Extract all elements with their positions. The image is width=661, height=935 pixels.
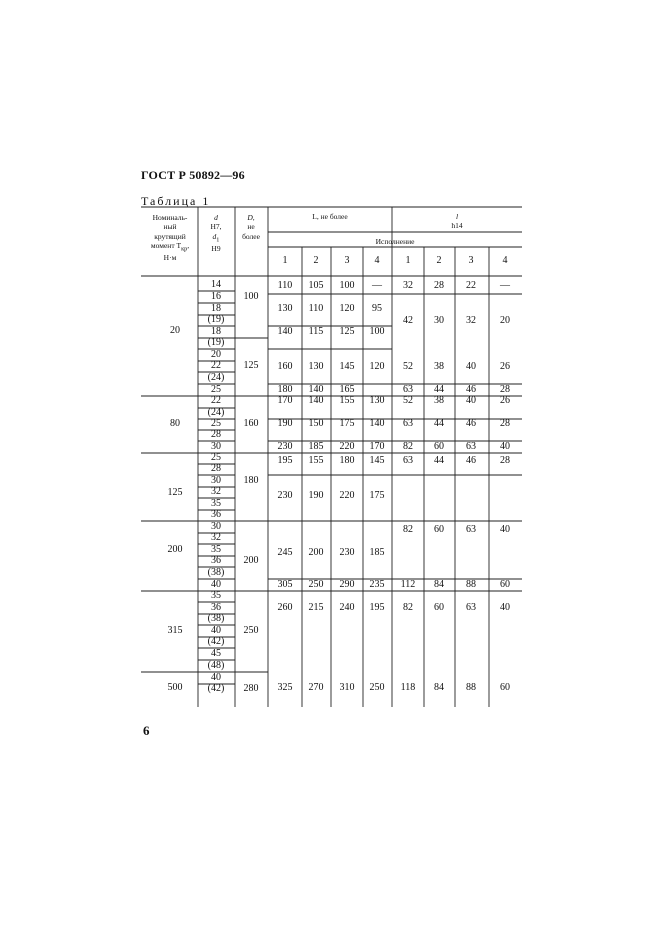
d-value: 30 <box>211 475 221 486</box>
l-value: 44 <box>434 418 444 429</box>
L-value: 170 <box>277 395 293 406</box>
d-value: 30 <box>211 441 221 452</box>
L-value: 190 <box>308 490 324 501</box>
d-value: 25 <box>211 418 221 429</box>
d-value: 40 <box>211 625 221 636</box>
l-value: 44 <box>434 384 444 395</box>
execution-number: 2 <box>313 255 319 266</box>
d-value: 32 <box>211 486 221 497</box>
d-value: 45 <box>211 648 221 659</box>
d-value: 16 <box>211 291 221 302</box>
l-value: 26 <box>500 395 510 406</box>
L-value: 140 <box>277 326 293 337</box>
L-value: 165 <box>339 384 355 395</box>
d-value: 20 <box>211 349 221 360</box>
L-value: 190 <box>277 418 293 429</box>
l-value: 28 <box>434 280 444 291</box>
L-value: 130 <box>308 361 324 372</box>
execution-number: 4 <box>374 255 380 266</box>
d-value: 18 <box>211 326 221 337</box>
d-value: 28 <box>211 429 221 440</box>
L-value: 200 <box>308 547 324 558</box>
L-value: 220 <box>339 441 355 452</box>
L-value: 155 <box>308 455 324 466</box>
D-value: 200 <box>243 555 259 566</box>
torque-value: 20 <box>170 325 180 336</box>
L-value: 245 <box>277 547 293 558</box>
d-value: 36 <box>211 555 221 566</box>
l-value: 40 <box>500 602 510 613</box>
L-value: 185 <box>369 547 385 558</box>
l-value: 40 <box>500 441 510 452</box>
l-value: 60 <box>434 602 444 613</box>
L-value: 195 <box>277 455 293 466</box>
doc-title: ГОСТ Р 50892—96 <box>141 168 245 182</box>
L-value: 115 <box>308 326 324 337</box>
d-value: 18 <box>211 303 221 314</box>
table-caption: Таблица 1 <box>141 194 211 208</box>
torque-value: 315 <box>167 625 183 636</box>
l-value: 30 <box>434 315 444 326</box>
L-value: 110 <box>308 303 324 314</box>
L-value: 120 <box>339 303 355 314</box>
d-value: 35 <box>211 544 221 555</box>
l-value: 63 <box>403 418 413 429</box>
L-value: 270 <box>308 682 324 693</box>
torque-value: 500 <box>167 682 183 693</box>
l-value: 88 <box>466 579 476 590</box>
L-value: 305 <box>277 579 293 590</box>
d-value: 40 <box>211 579 221 590</box>
L-value: 120 <box>369 361 385 372</box>
l-value: 44 <box>434 455 444 466</box>
l-value: 28 <box>500 455 510 466</box>
execution-number: 3 <box>344 255 350 266</box>
execution-number: 1 <box>405 255 411 266</box>
header-execution: Исполнение <box>375 237 415 246</box>
L-value: 180 <box>339 455 355 466</box>
header-L: L, не более <box>312 212 348 221</box>
d-value: 22 <box>211 360 221 371</box>
d-value: 36 <box>211 509 221 520</box>
l-value: 32 <box>466 315 476 326</box>
L-value: 150 <box>308 418 324 429</box>
L-value: 180 <box>277 384 293 395</box>
L-value: 185 <box>308 441 324 452</box>
l-value: 60 <box>434 441 444 452</box>
execution-number: 1 <box>282 255 288 266</box>
L-value: 140 <box>308 395 324 406</box>
l-value: 60 <box>434 524 444 535</box>
D-value: 125 <box>243 360 259 371</box>
L-value: 100 <box>369 326 385 337</box>
execution-number: 3 <box>468 255 474 266</box>
L-value: 230 <box>277 441 293 452</box>
d-value: (19) <box>207 337 225 348</box>
L-value: — <box>372 280 382 291</box>
L-value: 130 <box>369 395 385 406</box>
D-value: 280 <box>243 683 259 694</box>
d-value: 30 <box>211 521 221 532</box>
d-value: (42) <box>207 636 225 647</box>
l-value: 38 <box>434 361 444 372</box>
l-value: 112 <box>400 579 416 590</box>
L-value: 230 <box>277 490 293 501</box>
torque-value: 200 <box>167 544 183 555</box>
L-value: 140 <box>369 418 385 429</box>
D-value: 160 <box>243 418 259 429</box>
L-value: 100 <box>339 280 355 291</box>
L-value: 235 <box>369 579 385 590</box>
l-value: 63 <box>403 455 413 466</box>
torque-value: 125 <box>167 487 183 498</box>
L-value: 105 <box>308 280 324 291</box>
d-value: 36 <box>211 602 221 613</box>
l-value: 46 <box>466 418 476 429</box>
l-value: 63 <box>403 384 413 395</box>
l-value: 88 <box>466 682 476 693</box>
D-value: 250 <box>243 625 259 636</box>
l-value: 82 <box>403 441 413 452</box>
header-D: D, не более <box>242 213 260 241</box>
l-value: 46 <box>466 384 476 395</box>
l-value: 63 <box>466 441 476 452</box>
d-value: 35 <box>211 498 221 509</box>
d-value: 28 <box>211 463 221 474</box>
d-value: 35 <box>211 590 221 601</box>
l-value: 118 <box>400 682 416 693</box>
l-value: 46 <box>466 455 476 466</box>
D-value: 100 <box>243 291 259 302</box>
L-value: 250 <box>369 682 385 693</box>
d-value: 25 <box>211 452 221 463</box>
d-value: 40 <box>211 672 221 683</box>
L-value: 195 <box>369 602 385 613</box>
d-value: (19) <box>207 314 225 325</box>
l-value: 52 <box>403 361 413 372</box>
l-value: 52 <box>403 395 413 406</box>
l-value: — <box>500 280 510 291</box>
l-value: 84 <box>434 682 444 693</box>
L-value: 155 <box>339 395 355 406</box>
L-value: 125 <box>339 326 355 337</box>
L-value: 175 <box>339 418 355 429</box>
L-value: 220 <box>339 490 355 501</box>
l-value: 28 <box>500 384 510 395</box>
L-value: 260 <box>277 602 293 613</box>
L-value: 250 <box>308 579 324 590</box>
header-l: l h14 <box>451 212 463 231</box>
D-value: 180 <box>243 475 259 486</box>
l-value: 38 <box>434 395 444 406</box>
l-value: 20 <box>500 315 510 326</box>
torque-value: 80 <box>170 418 180 429</box>
L-value: 110 <box>277 280 293 291</box>
d-value: (48) <box>207 660 225 671</box>
l-value: 22 <box>466 280 476 291</box>
page-number: 6 <box>143 723 150 738</box>
l-value: 40 <box>466 361 476 372</box>
L-value: 130 <box>277 303 293 314</box>
L-value: 215 <box>308 602 324 613</box>
L-value: 140 <box>308 384 324 395</box>
L-value: 290 <box>339 579 355 590</box>
d-value: (38) <box>207 613 225 624</box>
l-value: 42 <box>403 315 413 326</box>
header-torque: Номиналь- ный крутящий момент $T_{кр}$, Н·м <box>150 213 190 263</box>
d-value: 32 <box>211 532 221 543</box>
L-value: 240 <box>339 602 355 613</box>
l-value: 32 <box>403 280 413 291</box>
l-value: 63 <box>466 602 476 613</box>
d-value: (38) <box>207 567 225 578</box>
l-value: 63 <box>466 524 476 535</box>
d-value: 22 <box>211 395 221 406</box>
execution-number: 4 <box>502 255 508 266</box>
L-value: 160 <box>277 361 293 372</box>
L-value: 95 <box>372 303 382 314</box>
l-value: 26 <box>500 361 510 372</box>
header-d: d H7, $d_1$ H9 <box>210 213 222 254</box>
execution-number: 2 <box>436 255 442 266</box>
d-value: (24) <box>207 407 225 418</box>
L-value: 145 <box>339 361 355 372</box>
l-value: 40 <box>466 395 476 406</box>
l-value: 60 <box>500 579 510 590</box>
d-value: 25 <box>211 384 221 395</box>
d-value: (24) <box>207 372 225 383</box>
l-value: 40 <box>500 524 510 535</box>
L-value: 145 <box>369 455 385 466</box>
L-value: 175 <box>369 490 385 501</box>
L-value: 170 <box>369 441 385 452</box>
l-value: 28 <box>500 418 510 429</box>
l-value: 84 <box>434 579 444 590</box>
l-value: 82 <box>403 524 413 535</box>
d-value: 14 <box>211 279 221 290</box>
L-value: 230 <box>339 547 355 558</box>
L-value: 310 <box>339 682 355 693</box>
l-value: 82 <box>403 602 413 613</box>
L-value: 325 <box>277 682 293 693</box>
d-value: (42) <box>207 683 225 694</box>
l-value: 60 <box>500 682 510 693</box>
